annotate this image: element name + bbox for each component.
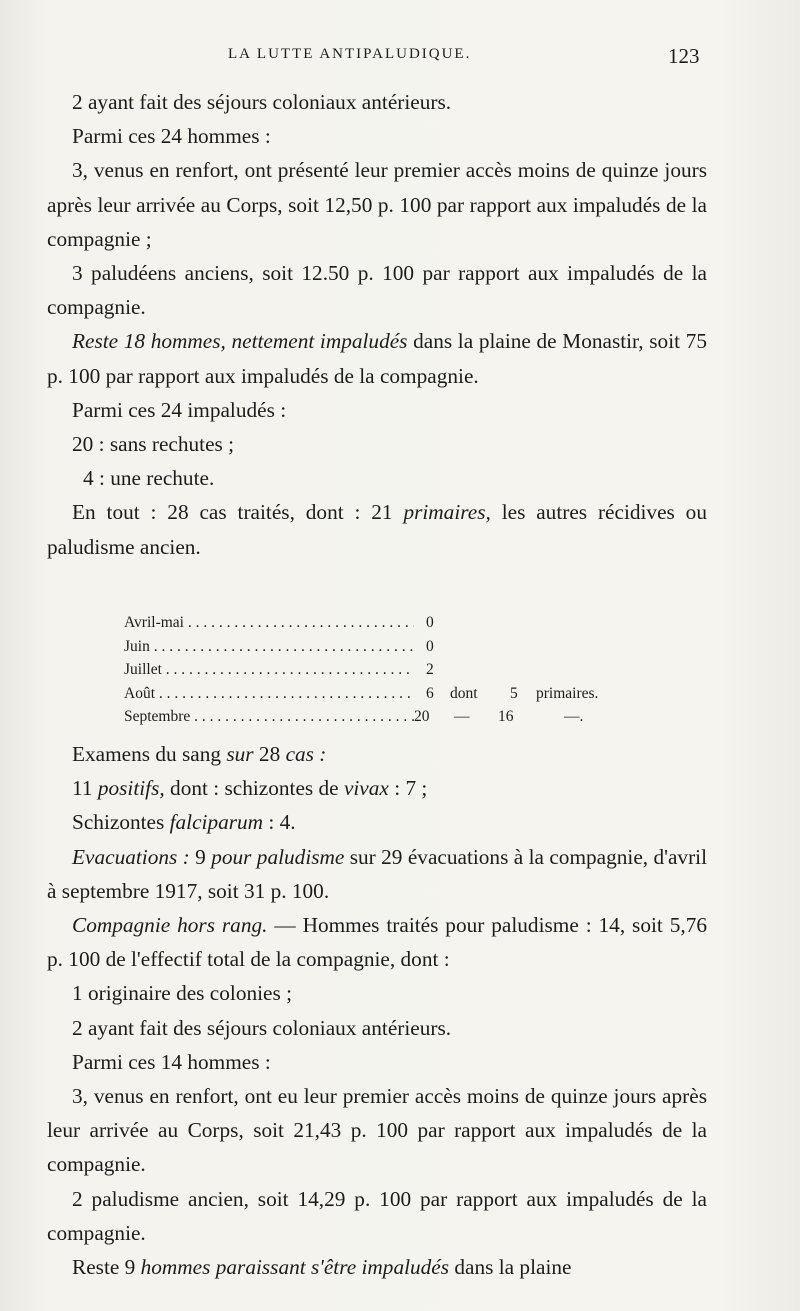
paragraph: 20 : sans rechutes ; <box>72 432 235 457</box>
primary-label: —. <box>564 708 584 725</box>
month-label: Août . . . <box>124 682 414 706</box>
paragraph: Schizontes falciparum : 4. <box>72 810 296 835</box>
paragraph: 1 originaire des colonies ; <box>72 981 293 1006</box>
paragraph: Compagnie hors rang. — Hommes traités pour paludisme : 14, soit 5,76 p. 100 de l'effectif total de la compagnie, dont : <box>47 913 707 972</box>
paragraph: Evacuations : 9 pour paludisme sur 29 évacuations à la compagnie, d'avril à septembre 1917, soit 31 p. 100. <box>47 844 708 903</box>
paragraph: 2 paludisme ancien, soit 14,29 p. 100 par rapport aux impaludés de la compagnie. <box>47 1186 707 1245</box>
case-count: 0 <box>426 614 434 631</box>
page-header <box>0 44 800 74</box>
table-row <box>124 682 644 706</box>
paragraph: 2 ayant fait des séjours coloniaux antérieurs. <box>72 1015 452 1040</box>
case-count: 2 <box>426 661 434 678</box>
month-label: Avril-mai . . . <box>124 611 414 635</box>
dont-label: dont <box>450 684 478 702</box>
paragraph: Reste 9 hommes paraissant s'être impaludés dans la plaine <box>72 1255 572 1280</box>
monthly-cases-table <box>124 611 644 729</box>
running-title: LA LUTTE ANTIPALUDIQUE. <box>228 46 472 62</box>
case-count: 20 <box>414 708 430 725</box>
case-count: 6 <box>426 684 434 702</box>
dont-label: — <box>454 708 470 725</box>
paragraph: 3, venus en renfort, ont présenté leur premier accès moins de quinze jours après leur arrivée au Corps, soit 12,50 p. 100 par rapport aux impaludés de la compagnie ; <box>47 158 707 251</box>
paragraph: En tout : 28 cas traités, dont : 21 primaires, les autres récidives ou paludisme ancien. <box>47 500 707 559</box>
month-label: Juin . . . <box>124 635 414 659</box>
paragraph: Parmi ces 24 impaludés : <box>72 397 287 422</box>
paragraph: Parmi ces 14 hommes : <box>72 1049 271 1074</box>
paragraph: Parmi ces 24 hommes : <box>72 124 271 149</box>
table-row <box>124 611 644 635</box>
paragraph: 3 paludéens anciens, soit 12.50 p. 100 par rapport aux impaludés de la compagnie. <box>47 261 707 320</box>
paragraph: Reste 18 hommes, nettement impaludés dans la plaine de Monastir, soit 75 p. 100 par rapport aux impaludés de la compagnie. <box>47 329 707 388</box>
month-label: Septembre . . . <box>124 705 414 729</box>
case-count: 0 <box>426 637 434 655</box>
primary-count: 5 <box>510 684 518 702</box>
paragraph: 3, venus en renfort, ont eu leur premier accès moins de quinze jours après leur arrivée au Corps, soit 21,43 p. 100 par rapport aux impaludés de la compagnie. <box>47 1084 707 1177</box>
body-text-upper <box>47 85 707 564</box>
primary-label: primaires. <box>536 684 599 702</box>
table-row <box>124 635 644 659</box>
table-row <box>124 705 644 729</box>
paragraph: 2 ayant fait des séjours coloniaux antérieurs. <box>72 90 452 114</box>
page-number: 123 <box>668 44 700 68</box>
paragraph: Examens du sang sur 28 cas : <box>72 742 327 766</box>
paragraph: 11 positifs, dont : schizontes de vivax : 7 ; <box>72 776 428 801</box>
table-row <box>124 658 644 682</box>
month-label: Juillet . . . <box>124 658 414 682</box>
primary-count: 16 <box>498 708 514 725</box>
paragraph: 4 : une rechute. <box>83 466 215 491</box>
body-text-lower <box>47 737 707 1284</box>
